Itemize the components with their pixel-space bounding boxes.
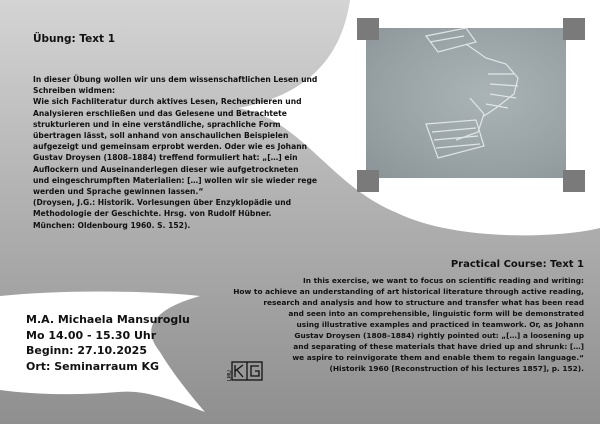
artwork-drawing (366, 28, 566, 178)
exercise-line: Schreiben widmen: (33, 86, 116, 96)
course-info (26, 312, 190, 374)
exercise-line: übertragen lässt, soll anhand von anschaulichen Beispielen (33, 131, 289, 141)
photo-corner-bottom-right (563, 170, 585, 192)
course-title: Practical Course: Text 1 (450, 259, 584, 270)
course-time: Mo 14.00 - 15.30 Uhr (26, 328, 157, 342)
exercise-line: Auflockern und Auseinanderlegen dieser wie aufgetrockneten (33, 164, 299, 174)
exercise-line: Wie sich Fachliteratur durch aktives Lesen, Recherchieren und (33, 97, 302, 107)
exercise-body (33, 74, 323, 231)
hand-holding-book-drawing (366, 28, 566, 178)
exercise-line: München: Oldenbourg 1960. S. 152). (33, 220, 191, 230)
exercise-line: Analysieren erschließen und das Gelesene und Betrachtete (33, 108, 287, 118)
course-line: In this exercise, we want to focus on scientific reading and writing: (303, 276, 584, 285)
course-line: and separating of these materials that have dried up and shrunk: […] (293, 342, 584, 351)
exercise-line: Gustav Droysen (1808–1884) treffend formuliert hat: „[…] ein (33, 153, 298, 163)
logo-side-text: LMU (227, 370, 233, 381)
course-body (214, 275, 584, 374)
course-line: How to achieve an understanding of art historical literature through active reading, (233, 287, 584, 296)
exercise-line: und eingeschrumpften Materialien: […] wollen wir sie wieder rege (33, 175, 318, 185)
course-start: Beginn: 27.10.2025 (26, 344, 147, 357)
exercise-line: aufgezeigt und gemeinsam erprobt werden. Oder wie es Johann (33, 142, 308, 152)
course-line: we aspire to reinvigorate them and enable them to regain language.“ (292, 353, 584, 362)
institute-logo (226, 360, 266, 386)
exercise-line: werden und Sprache gewinnen lassen.“ (33, 187, 204, 197)
instructor-name: M.A. Michaela Mansuroglu (26, 313, 190, 326)
course-line: (Historik 1960 [Reconstruction of his lectures 1857], p. 152). (329, 364, 584, 373)
photo-corner-bottom-left (357, 170, 379, 192)
course-line: Gustav Droysen (1808–1884) rightly pointed out: „[…] a loosening up (294, 331, 584, 340)
exercise-title: Übung: Text 1 (33, 33, 116, 45)
photo-corner-top-right (563, 18, 585, 40)
photo-corner-top-left (357, 18, 379, 40)
exercise-line: strukturieren und in eine verständliche, sprachliche Form (33, 119, 281, 129)
course-line: research and analysis and how to structure and transfer what has been read (263, 298, 584, 307)
kg-logo-icon (226, 360, 266, 382)
exercise-line: Methodologie der Geschichte. Hrsg. von Rudolf Hübner. (33, 209, 272, 219)
course-line: and seen into an comprehensible, linguistic form will be demonstrated (288, 309, 584, 318)
exercise-line: (Droysen, J.G.: Historik. Vorlesungen über Enzyklopädie und (33, 198, 292, 208)
course-location: Ort: Seminarraum KG (26, 359, 160, 373)
course-line: using illustrative examples and practiced in teamwork. Or, as Johann (296, 320, 584, 329)
exercise-line: In dieser Übung wollen wir uns dem wissenschaftlichen Lesen und (33, 75, 318, 84)
